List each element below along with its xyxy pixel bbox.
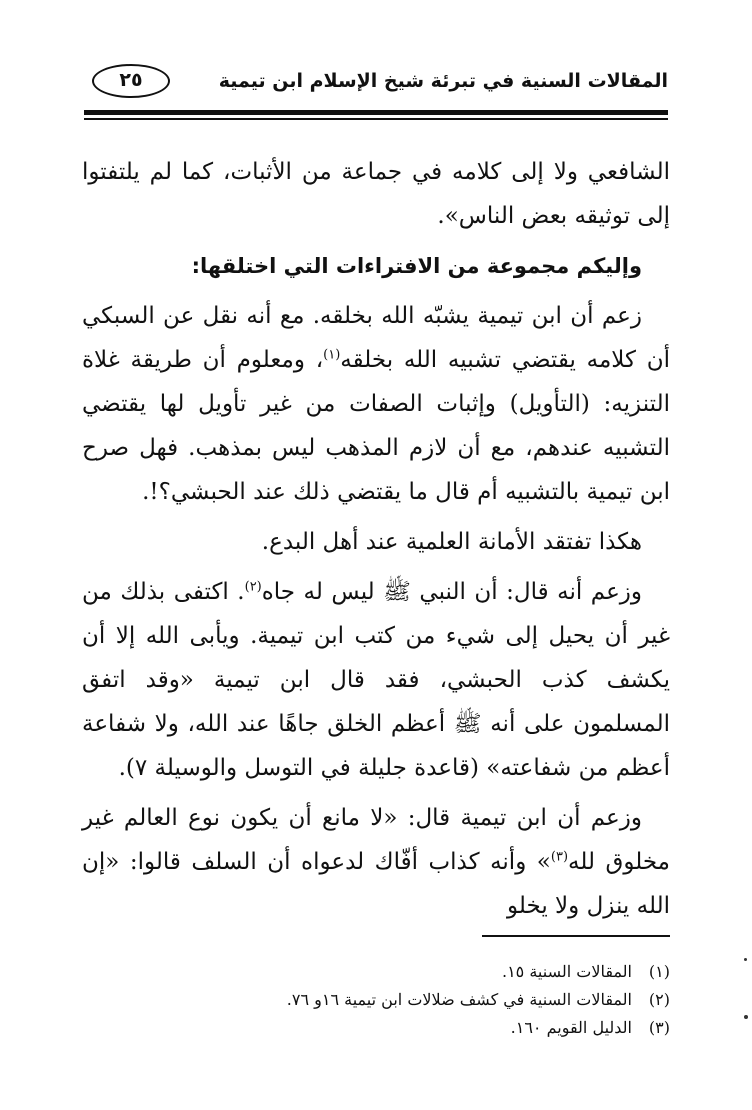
running-title: المقالات السنية في تبرئة شيخ الإسلام ابن تيمية — [218, 70, 668, 92]
paragraph-continuation: الشافعي ولا إلى كلامه في جماعة من الأثبات، كما لم يلتفتوا إلى توثيقه بعض الناس». — [82, 159, 670, 229]
footnote-ref-3[interactable]: (٣) — [550, 849, 569, 865]
footnote-2 — [200, 986, 670, 1014]
footnote-ref-2[interactable]: (٢) — [244, 579, 262, 595]
page-number: ٢٥ — [92, 64, 170, 98]
footnotes — [200, 958, 670, 1042]
body-text — [82, 150, 670, 934]
page-header — [84, 62, 668, 110]
footnote-text: الدليل القويم ١٦٠. — [510, 1018, 632, 1037]
footnote-text: المقالات السنية ١٥. — [501, 962, 632, 981]
paragraph-tashbih: زعم أن ابن تيمية يشبّه الله بخلقه. مع أنه نقل عن السبكي أن كلامه يقتضي تشبيه الله بخلقه$^{(١)}$، ومعلوم أن طريقة غلاة التنزيه: (التأويل) وإثبات الصفات من غير تأويل لها يقتضي التشبيه عندهم، مع أن لازم المذهب ليس بمذهب. فهل صرح ابن تيمية بالتشبيه أم قال ما يقتضي ذلك عند الحبشي؟!. — [82, 303, 670, 505]
footnote-ref-1[interactable]: (١) — [323, 347, 341, 363]
scan-speck — [744, 958, 747, 961]
footnote-separator — [482, 935, 670, 937]
footnote-number: (٣) — [648, 1018, 670, 1037]
paragraph-jah: وزعم أنه قال: أن النبي ﷺ ليس له جاه$^{(٢)}$. اكتفى بذلك من غير أن يحيل إلى شيء من كتب ابن تيمية. ويأبى الله إلا أن يكشف كذب الحبشي، فقد قال ابن تيمية «وقد اتفق المسلمون على أنه ﷺ أعظم الخلق جاهًا عند الله، ولا شفاعة أعظم من شفاعته» (قاعدة جليلة في التوسل والوسيلة ٧). — [82, 579, 670, 781]
footnote-1 — [200, 958, 670, 986]
paragraph-alam: وزعم أن ابن تيمية قال: «لا مانع أن يكون نوع العالم غير مخلوق لله$^{(٣)}$» وأنه كذاب أفّاك لدعواه أن السلف قالوا: «إن الله ينزل ولا يخلو — [82, 805, 670, 919]
footnote-number: (٢) — [648, 990, 670, 1009]
footnote-3 — [200, 1014, 670, 1042]
section-heading: وإليكم مجموعة من الافتراءات التي اختلقها: — [191, 254, 642, 278]
paragraph-amana: هكذا تفتقد الأمانة العلمية عند أهل البدع. — [261, 529, 642, 555]
footnote-number: (١) — [648, 962, 670, 981]
header-rule-thin — [84, 118, 668, 120]
footnote-text: المقالات السنية في كشف ضلالات ابن تيمية ١٦و ٧٦. — [286, 990, 632, 1009]
header-rule — [84, 110, 668, 115]
scan-speck — [744, 1015, 748, 1019]
